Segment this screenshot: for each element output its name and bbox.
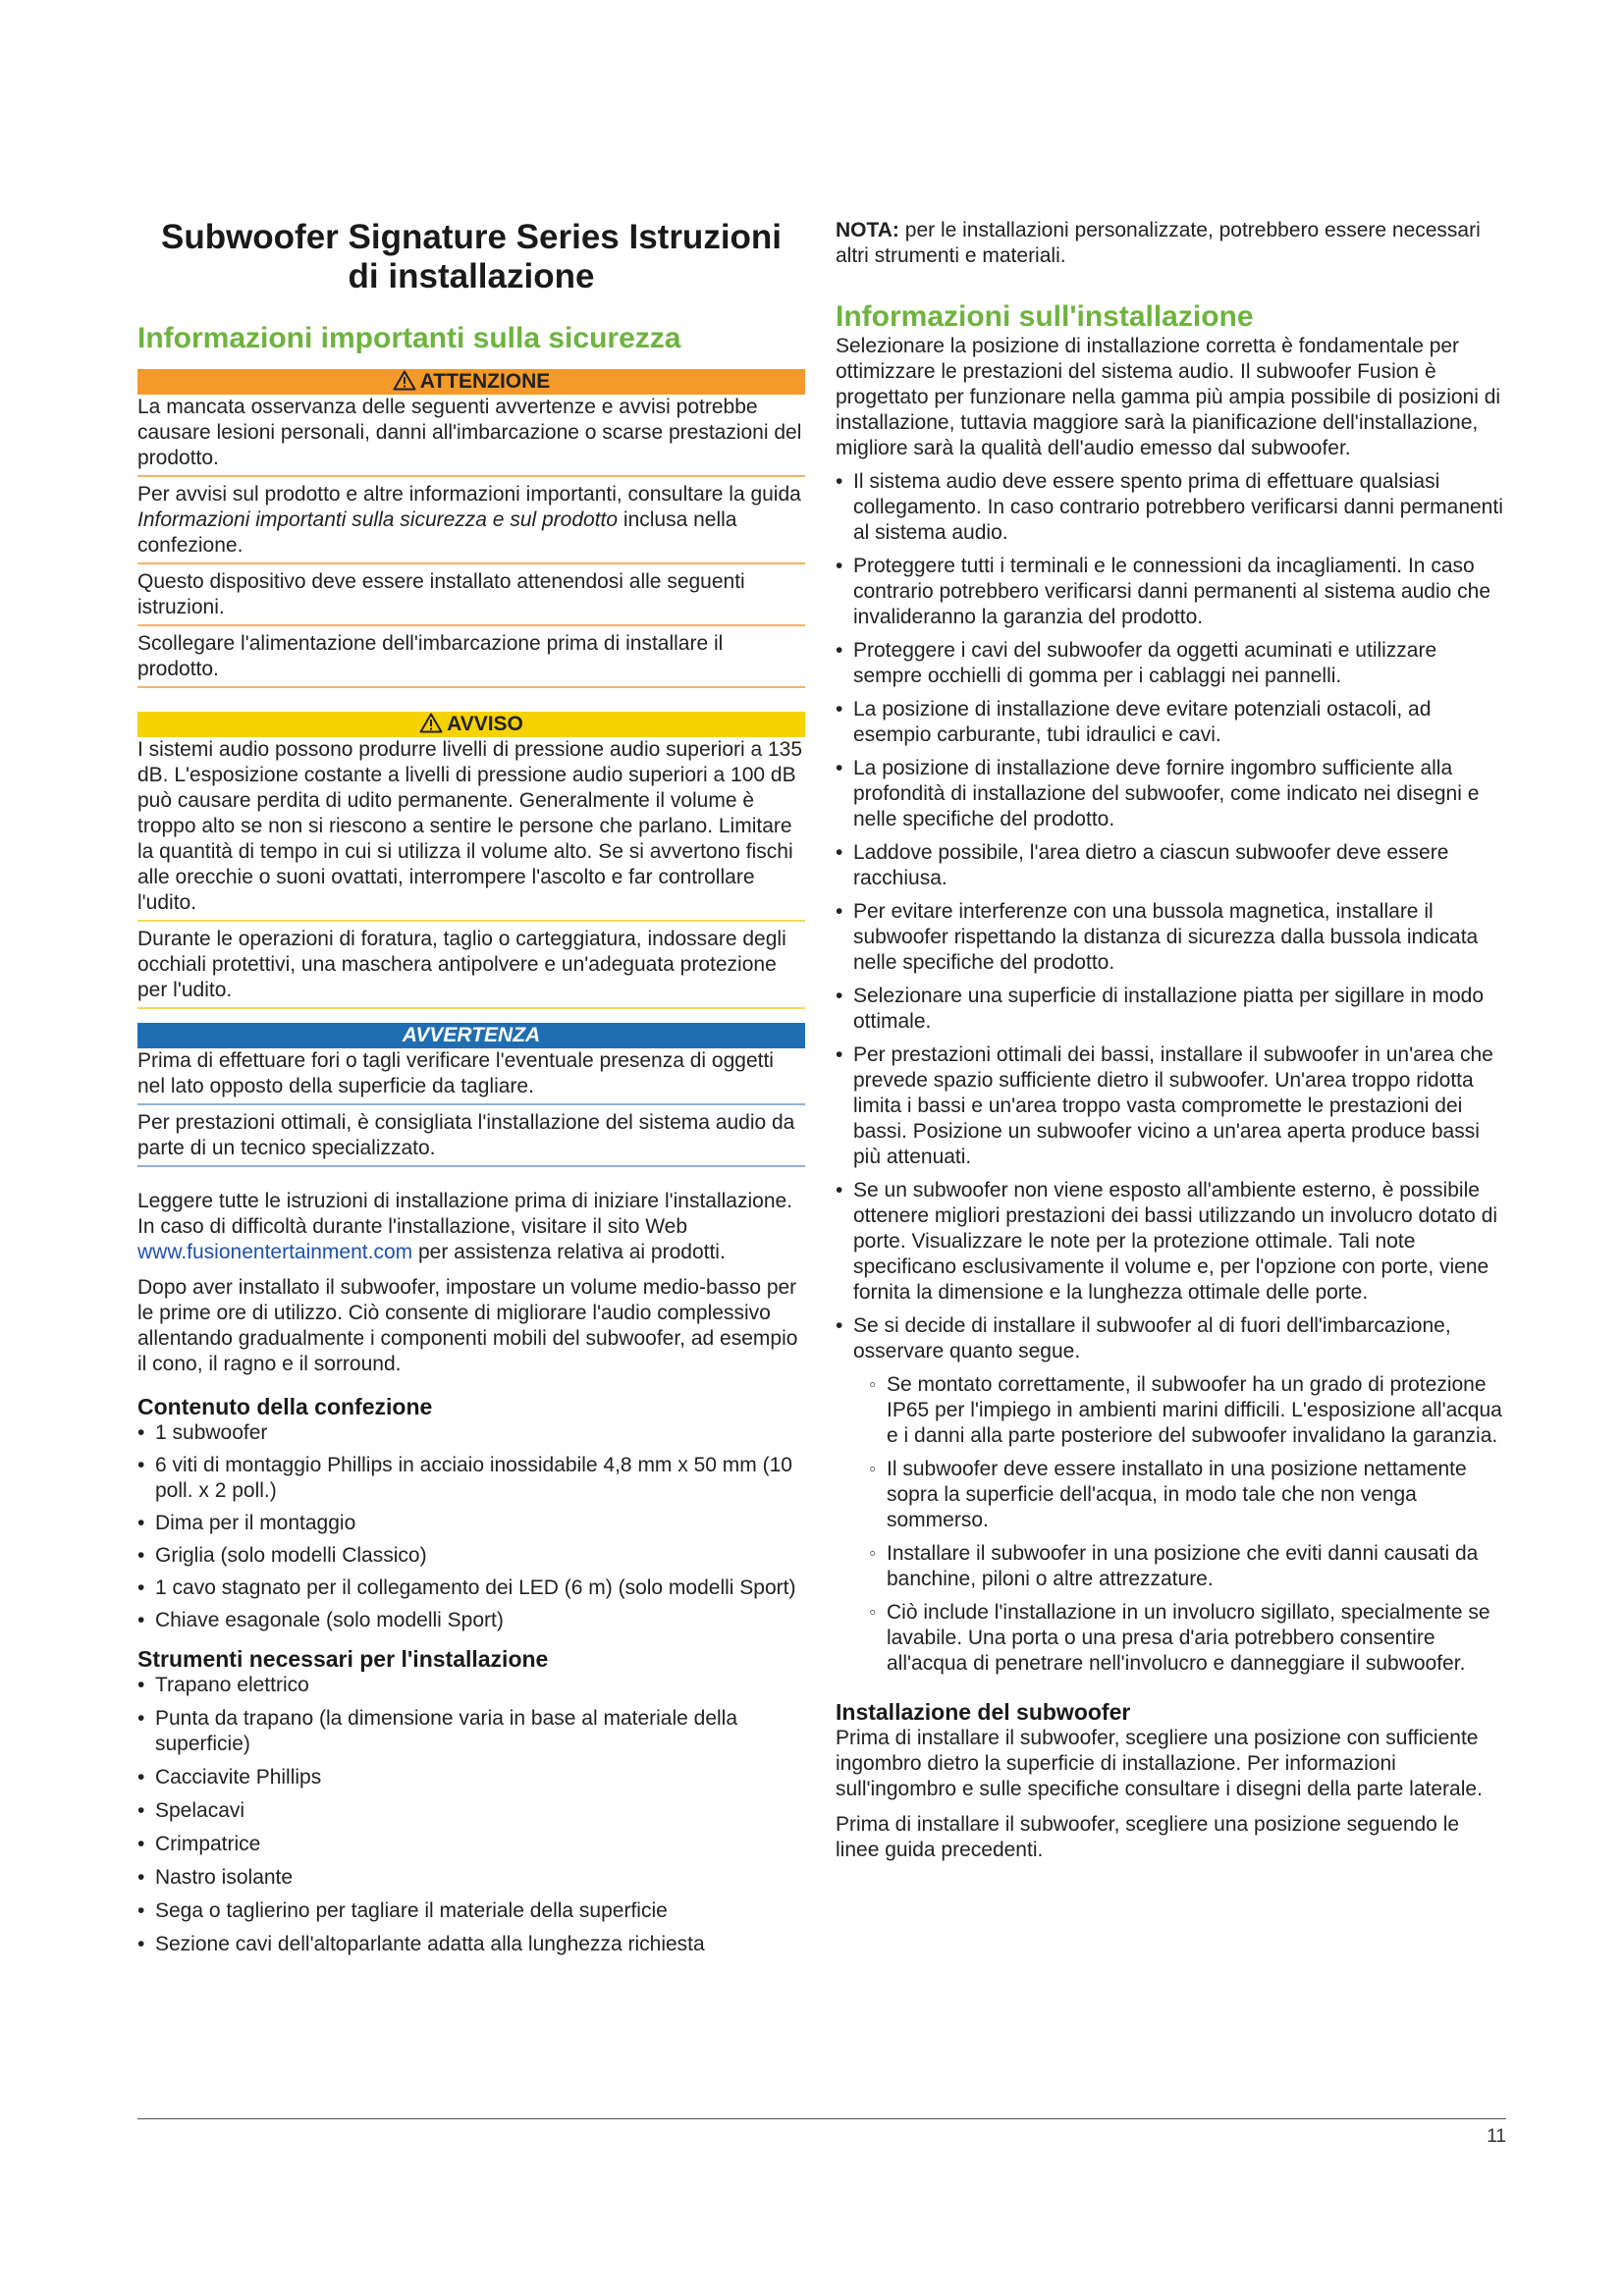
installation-paragraph-1: Prima di installare il subwoofer, scegliere una posizione con sufficiente ingombro dietro la superficie di installazione. Per informazioni sull'ingombro e sulle specifiche consultare i disegni della parte laterale. <box>836 1727 1483 1800</box>
tools-heading: Strumenti necessari per l'installazione <box>137 1646 549 1672</box>
avviso-label: AVVISO <box>447 713 523 735</box>
outdoor-install-sublist <box>869 1372 1503 1677</box>
install-info-list-item: • Selezionare una superficie di installazione piatta per sigillare in modo ottimale. <box>836 984 1503 1035</box>
tools-list-item: • Sega o taglierino per tagliare il materiale della superficie <box>137 1898 805 1924</box>
left-column <box>137 218 805 1957</box>
footer-divider <box>137 2118 1506 2119</box>
installation-paragraph-2: Prima di installare il subwoofer, scegliere una posizione seguendo le linee guida precedenti. <box>836 1813 1460 1861</box>
tools-list-item: • Cacciavite Phillips <box>137 1765 805 1790</box>
avvertenza-paragraph-1: Prima di effettuare fori o tagli verificare l'eventuale presenza di oggetti nel lato opposto della superficie da tagliare. <box>137 1048 805 1105</box>
attenzione-paragraph-2 <box>137 482 805 564</box>
intro-paragraph-1 <box>137 1189 805 1265</box>
install-info-list-item: • Proteggere i cavi del subwoofer da oggetti acuminati e utilizzare sempre occhielli di gomma per i cablaggi nei pannelli. <box>836 638 1503 689</box>
install-info-list-item: • La posizione di installazione deve evitare potenziali ostacoli, ad esempio carburante, tubi idraulici e cavi. <box>836 697 1503 748</box>
contents-list-item: • 1 cavo stagnato per il collegamento dei LED (6 m) (solo modelli Sport) <box>137 1575 805 1601</box>
warning-triangle-icon <box>419 713 443 733</box>
tools-list-item: • Trapano elettrico <box>137 1673 805 1698</box>
intro-p1-prefix: Leggere tutte le istruzioni di installazione prima di iniziare l'installazione. In caso di difficoltà durante l'installazione, visitare il sito Web <box>137 1190 793 1238</box>
nota-label: NOTA: <box>836 219 899 241</box>
install-info-list-item: • Laddove possibile, l'area dietro a ciascun subwoofer deve essere racchiusa. <box>836 840 1503 891</box>
contents-list-item: • Dima per il montaggio <box>137 1511 805 1536</box>
attenzione-p2-prefix: Per avvisi sul prodotto e altre informazioni importanti, consultare la guida <box>137 483 801 506</box>
safety-heading: Informazioni importanti sulla sicurezza <box>137 322 681 354</box>
title-line-1: Subwoofer Signature Series Istruzioni <box>160 218 783 256</box>
outdoor-install-subitem: ◦ Se montato correttamente, il subwoofer ha un grado di protezione IP65 per l'impiego in ambienti marini difficili. L'esposizione all'acqua e i danni alla parte posteriore del subwoofer invalidano la garanzia. <box>869 1372 1503 1449</box>
avviso-banner <box>137 712 805 737</box>
attenzione-paragraph-3: Questo dispositivo deve essere installato attenendosi alle seguenti istruzioni. <box>137 569 805 626</box>
install-info-list-item: • Per prestazioni ottimali dei bassi, installare il subwoofer in un'area che prevede spazio sufficiente dietro il subwoofer. Un'area troppo ridotta limita i bassi e un'area troppo vasta compromette le prestazioni dei bassi. Posizione un subwoofer vicino a un'area aperta produce bassi più attenuati. <box>836 1042 1503 1170</box>
avviso-paragraph-1: I sistemi audio possono produrre livelli di pressione audio superiori a 135 dB. L'esposizione costante a livelli di pressione audio superiori a 100 dB può causare perdita di udito permanente. Generalmente il volume è troppo alto se non si riescono a sentire le persone che parlano. Limitare la quantità di tempo in cui si utilizza il volume alto. Se si avvertono fischi alle orecchie o suoni ovattati, interrompere l'ascolto e far controllare l'udito. <box>137 737 805 922</box>
contents-list-item: • 6 viti di montaggio Phillips in acciaio inossidabile 4,8 mm x 50 mm (10 poll. x 2 poll.) <box>137 1453 805 1504</box>
warning-triangle-icon <box>393 370 416 391</box>
tools-list-item: • Crimpatrice <box>137 1832 805 1857</box>
nota-text: per le installazioni personalizzate, potrebbero essere necessari altri strumenti e materiali. <box>836 219 1481 267</box>
nota-paragraph <box>836 218 1503 269</box>
page-number: 11 <box>1487 2126 1506 2147</box>
intro-p1-suffix: per assistenza relativa ai prodotti. <box>412 1241 726 1263</box>
install-info-list-item: • Per evitare interferenze con una bussola magnetica, installare il subwoofer rispettando la distanza di sicurezza dalla bussola indicata nelle specifiche del prodotto. <box>836 899 1503 976</box>
attenzione-paragraph-1: La mancata osservanza delle seguenti avvertenze e avvisi potrebbe causare lesioni personali, danni all'imbarcazione o scarse prestazioni del prodotto. <box>137 395 805 477</box>
install-info-list-item: • Proteggere tutti i terminali e le connessioni da incagliamenti. In caso contrario potrebbero verificarsi danni permanenti al sistema audio che invalideranno la garanzia del prodotto. <box>836 554 1503 630</box>
intro-paragraph-2: Dopo aver installato il subwoofer, impostare un volume medio-basso per le prime ore di utilizzo. Ciò consente di migliorare l'audio complessivo allentando gradualmente i componenti mobili del subwoofer, ad esempio il cono, il ragno e il sorround. <box>137 1276 798 1375</box>
attenzione-banner <box>137 369 805 395</box>
page-title <box>137 218 805 296</box>
install-info-intro: Selezionare la posizione di installazione corretta è fondamentale per ottimizzare le prestazioni del sistema audio. Il subwoofer Fusion è progettato per funzionare nella gamma più ampia possibile di posizioni di installazione, tuttavia maggiore sarà la pianificazione dell'installazione, migliore sarà la qualità dell'audio emesso dal subwoofer. <box>836 335 1501 459</box>
install-info-list <box>836 469 1503 1677</box>
attenzione-p2-suffix: inclusa nella confezione. <box>137 508 737 557</box>
tools-list-item: • Punta da trapano (la dimensione varia in base al materiale della superficie) <box>137 1706 805 1757</box>
install-info-list-item: • Se si decide di installare il subwoofer al di fuori dell'imbarcazione, osservare quanto segue. <box>836 1313 1503 1364</box>
installation-heading: Installazione del subwoofer <box>836 1699 1131 1725</box>
install-info-list-item: • La posizione di installazione deve fornire ingombro sufficiente alla profondità di installazione del subwoofer, come indicato nei disegni e nelle specifiche del prodotto. <box>836 756 1503 832</box>
attenzione-label: ATTENZIONE <box>419 370 551 393</box>
tools-list-item: • Spelacavi <box>137 1798 805 1824</box>
install-info-list-item: • Il sistema audio deve essere spento prima di effettuare qualsiasi collegamento. In caso contrario potrebbero verificarsi danni permanenti al sistema audio. <box>836 469 1503 546</box>
avvertenza-paragraph-2: Per prestazioni ottimali, è consigliata l'installazione del sistema audio da parte di un tecnico specializzato. <box>137 1110 805 1167</box>
tools-list-item: • Sezione cavi dell'altoparlante adatta alla lunghezza richiesta <box>137 1932 805 1957</box>
contents-list <box>137 1420 805 1633</box>
attenzione-paragraph-4: Scollegare l'alimentazione dell'imbarcazione prima di installare il prodotto. <box>137 631 805 688</box>
install-info-list-item: • Se un subwoofer non viene esposto all'ambiente esterno, è possibile ottenere migliori prestazioni dei bassi utilizzando un involucro dotato di porte. Visualizzare le note per la protezione ottimale. Tali note specificano esclusivamente il volume e, per l'opzione con porte, viene fornita la dimensione e la lunghezza ottimale delle porte. <box>836 1178 1503 1306</box>
contents-list-item: • Chiave esagonale (solo modelli Sport) <box>137 1608 805 1633</box>
avviso-paragraph-2: Durante le operazioni di foratura, taglio o carteggiatura, indossare degli occhiali protettivi, una maschera antipolvere e un'adeguata protezione per l'udito. <box>137 927 805 1009</box>
fusion-website-link[interactable]: www.fusionentertainment.com <box>137 1241 413 1263</box>
contents-list-item: • Griglia (solo modelli Classico) <box>137 1543 805 1569</box>
avvertenza-label: AVVERTENZA <box>402 1024 541 1046</box>
install-info-heading: Informazioni sull'installazione <box>836 300 1254 333</box>
tools-list <box>137 1673 805 1957</box>
right-column <box>836 218 1503 1863</box>
contents-list-item: • 1 subwoofer <box>137 1420 805 1446</box>
attenzione-p2-italic: Informazioni importanti sulla sicurezza e sul prodotto <box>137 508 619 531</box>
outdoor-install-subitem: ◦ Ciò include l'installazione in un involucro sigillato, specialmente se lavabile. Una porta o una presa d'aria potrebbero consentire all'acqua di penetrare nell'involucro e danneggiare il subwoofer. <box>869 1600 1503 1677</box>
avvertenza-banner <box>137 1023 805 1048</box>
outdoor-install-subitem: ◦ Il subwoofer deve essere installato in una posizione nettamente sopra la superficie dell'acqua, in modo tale che non venga sommerso. <box>869 1457 1503 1533</box>
outdoor-install-subitem: ◦ Installare il subwoofer in una posizione che eviti danni causati da banchine, piloni o altre attrezzature. <box>869 1541 1503 1592</box>
title-line-2: di installazione <box>348 257 595 295</box>
tools-list-item: • Nastro isolante <box>137 1865 805 1891</box>
contents-heading: Contenuto della confezione <box>137 1394 433 1419</box>
